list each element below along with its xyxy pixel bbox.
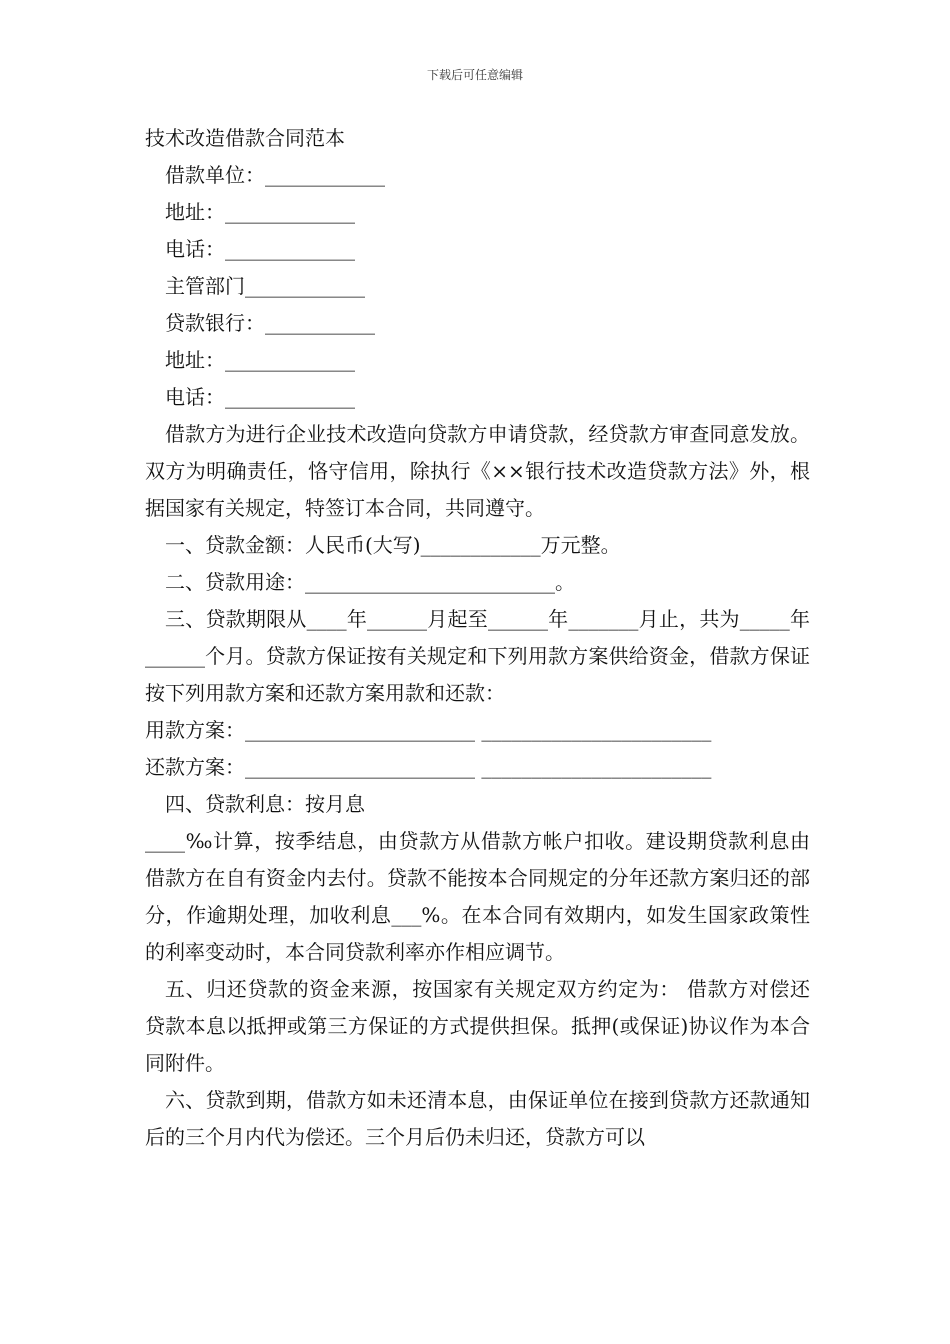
clause-2-loan-purpose: 二、贷款用途：_________________________。 [165, 570, 575, 594]
borrower-address-field: 地址：_____________ [165, 200, 355, 224]
clause-5-repayment-source: 五、归还贷款的资金来源，按国家有关规定双方约定为： 借款方对偿还贷款本息以抵押或第三方保证的方式提供担保。抵押(或保证)协议作为本合同附件。 [145, 977, 810, 1075]
borrower-field: 借款单位：____________ [165, 163, 385, 187]
lender-bank-field: 贷款银行：___________ [165, 311, 375, 335]
lender-phone-field: 电话：_____________ [165, 385, 355, 409]
supervisor-field: 主管部门____________ [165, 274, 365, 298]
use-plan-field: 用款方案：_______________________ _______________________ [145, 718, 712, 742]
lender-address-field: 地址：_____________ [165, 348, 355, 372]
header-note: 下载后可任意编辑 [426, 68, 523, 82]
clause-6-default: 六、贷款到期，借款方如未还清本息，由保证单位在接到贷款方还款通知后的三个月内代为偿还。三个月后仍未归还，贷款方可以 [145, 1088, 810, 1149]
contract-body [145, 120, 810, 1156]
clause-4-interest: ____‰计算，按季结息，由贷款方从借款方帐户扣收。建设期贷款利息由借款方在自有资金内去付。贷款不能按本合同规定的分年还款方案归还的部分，作逾期处理，加收利息___%。在本合同有效期内，如发生国家政策性的利率变动时，本合同贷款利率亦作相应调节。 [145, 829, 810, 964]
clause-4-title: 四、贷款利息：按月息 [165, 792, 365, 816]
clause-1-loan-amount: 一、贷款金额：人民币(大写)____________万元整。 [165, 533, 621, 557]
contract-title: 技术改造借款合同范本 [145, 126, 345, 150]
preamble-paragraph: 借款方为进行企业技术改造向贷款方申请贷款，经贷款方审查同意发放。双方为明确责任，恪守信用，除执行《××银行技术改造贷款方法》外，根据国家有关规定，特签订本合同，共同遵守。 [145, 422, 810, 520]
repay-plan-field: 还款方案：_______________________ _______________________ [145, 755, 712, 779]
clause-3-loan-term: 三、贷款期限从____年______月起至______年_______月止，共为_____年______个月。贷款方保证按有关规定和下列用款方案供给资金，借款方保证按下列用款方案和还款方案用款和还款： [145, 607, 810, 705]
borrower-phone-field: 电话：_____________ [165, 237, 355, 261]
